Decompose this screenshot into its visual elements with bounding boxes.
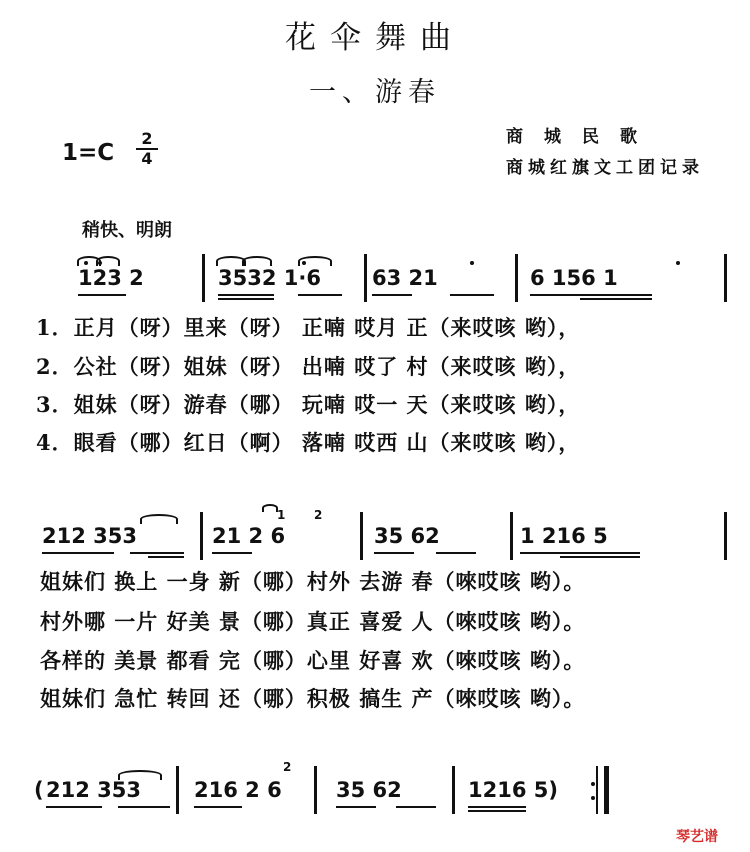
beam-underline bbox=[148, 556, 184, 558]
key-signature: 1=C bbox=[62, 140, 115, 166]
barline bbox=[314, 766, 317, 814]
barline bbox=[724, 254, 727, 302]
barline bbox=[200, 512, 203, 560]
beam-underline bbox=[194, 806, 242, 808]
time-signature-numerator: 2 bbox=[136, 130, 158, 150]
measure-3-1: 212 353 bbox=[46, 778, 141, 802]
barline bbox=[515, 254, 518, 302]
lyric-verse-1: 1．正月（呀）里来（呀） 正喃 哎月 正（来哎咳 哟）， bbox=[36, 315, 581, 340]
beam-underline bbox=[580, 298, 652, 300]
beam-underline bbox=[468, 810, 526, 812]
slur bbox=[140, 514, 178, 524]
barline bbox=[360, 512, 363, 560]
barline bbox=[452, 766, 455, 814]
grace-note: 2 bbox=[283, 760, 292, 774]
tempo-marking: 稍快、明朗 bbox=[82, 220, 172, 241]
measure-3-2: 216 2 6 bbox=[194, 778, 282, 802]
beam-underline bbox=[468, 806, 526, 808]
beam-underline bbox=[396, 806, 436, 808]
lyric-verse-4: 4．眼看（哪）红日（啊） 落喃 哎西 山（来哎咳 哟）， bbox=[36, 430, 581, 455]
repeat-dot bbox=[591, 796, 595, 800]
beam-underline bbox=[336, 806, 376, 808]
site-watermark-logo: 琴艺谱 bbox=[676, 829, 718, 845]
beam-underline bbox=[46, 806, 102, 808]
lyric-verse-3: 3．姐妹（呀）游春（哪） 玩喃 哎一 天（来哎咳 哟）， bbox=[36, 392, 581, 417]
barline bbox=[202, 254, 205, 302]
beam-underline bbox=[118, 806, 170, 808]
barline bbox=[510, 512, 513, 560]
lyric-verse-1: 姐妹们 换上 一身 新（哪）村外 去游 春（唻哎咳 哟）。 bbox=[40, 569, 586, 594]
beam-underline bbox=[372, 294, 412, 296]
octave-dot bbox=[470, 261, 474, 265]
slur bbox=[118, 770, 162, 780]
final-barline-thick bbox=[604, 766, 609, 814]
final-barline-thin bbox=[596, 766, 598, 814]
beam-underline bbox=[436, 552, 476, 554]
slur bbox=[242, 256, 272, 266]
song-title: 花伞舞曲 bbox=[285, 20, 465, 56]
measure-1-2: 3532 1·6 bbox=[218, 266, 321, 290]
barline bbox=[176, 766, 179, 814]
measure-3-3: 35 62 bbox=[336, 778, 402, 802]
lyric-verse-2: 村外哪 一片 好美 景（哪）真正 喜爱 人（唻哎咳 哟）。 bbox=[40, 609, 586, 634]
beam-underline bbox=[298, 294, 342, 296]
slur bbox=[262, 504, 278, 512]
time-signature bbox=[136, 130, 158, 168]
measure-1-1: 123 2 bbox=[78, 266, 144, 290]
octave-dot bbox=[98, 261, 102, 265]
barline bbox=[364, 254, 367, 302]
beam-underline bbox=[130, 552, 184, 554]
measure-2-1: 212 353 bbox=[42, 524, 137, 548]
beam-underline bbox=[218, 298, 274, 300]
beam-underline bbox=[374, 552, 414, 554]
open-paren: ( bbox=[34, 778, 44, 802]
beam-underline bbox=[42, 552, 114, 554]
section-subtitle: 一、游春 bbox=[309, 77, 441, 108]
octave-dot bbox=[302, 261, 306, 265]
measure-1-4: 6 156 1 bbox=[530, 266, 618, 290]
octave-dot bbox=[676, 261, 680, 265]
grace-note: 1 bbox=[277, 508, 286, 522]
beam-underline bbox=[450, 294, 494, 296]
lyric-verse-4: 姐妹们 急忙 转回 还（哪）积极 搞生 产（唻哎咳 哟）。 bbox=[40, 686, 586, 711]
beam-underline bbox=[520, 552, 640, 554]
beam-underline bbox=[560, 556, 640, 558]
octave-dot bbox=[84, 261, 88, 265]
lyric-verse-3: 各样的 美景 都看 完（哪）心里 好喜 欢（唻哎咳 哟）。 bbox=[40, 648, 586, 673]
genre-credit: 商城民歌 bbox=[506, 127, 658, 147]
beam-underline bbox=[212, 552, 252, 554]
measure-2-3: 35 62 bbox=[374, 524, 440, 548]
lyric-verse-2: 2．公社（呀）姐妹（呀） 出喃 哎了 村（来哎咳 哟）， bbox=[36, 354, 581, 379]
measure-2-2: 21 2 6 bbox=[212, 524, 286, 548]
grace-note: 2 bbox=[314, 508, 323, 522]
beam-underline bbox=[218, 294, 274, 296]
beam-underline bbox=[530, 294, 652, 296]
measure-1-3: 63 21 bbox=[372, 266, 438, 290]
recorder-credit: 商城红旗文工团记录 bbox=[506, 158, 704, 178]
beam-underline bbox=[78, 294, 126, 296]
time-signature-denominator: 4 bbox=[141, 149, 153, 168]
repeat-dot bbox=[591, 782, 595, 786]
measure-2-4: 1 216 5 bbox=[520, 524, 608, 548]
measure-3-4: 1216 5) bbox=[468, 778, 558, 802]
barline bbox=[724, 512, 727, 560]
